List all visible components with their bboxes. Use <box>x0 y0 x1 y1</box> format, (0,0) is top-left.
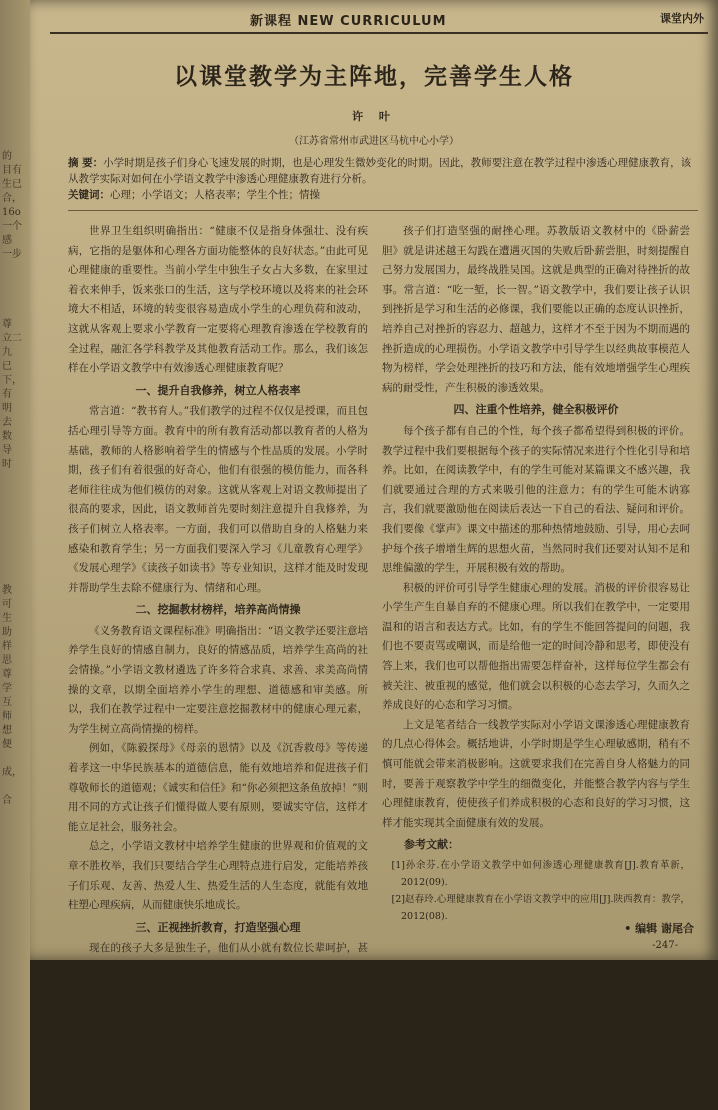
margin-fragment: 互 <box>2 697 12 708</box>
margin-fragment: 便 <box>2 739 12 750</box>
section-heading: 四、注重个性培养，健全积极评价 <box>453 403 619 417</box>
article-author: 许 叶 <box>352 110 396 123</box>
margin-fragment: 导 <box>2 445 12 456</box>
margin-fragment <box>0 472 30 486</box>
margin-fragment <box>0 556 30 570</box>
margin-fragment: 思 <box>2 655 12 666</box>
margin-fragment <box>0 570 30 584</box>
paragraph: 积极的评价可引导学生健康心理的发展。消极的评价很容易让小学生产生自暴自弃的不健康心理。所以我们在教学中，一定要用温和的语言和表达方式。比如，有的学生不能回答提问的问题，我们也不要责骂或嘲讽，而是给他一定的时间冷静和思考，即使没有答上来，我们也可以帮他指出需要怎样奋补，这样每位学生都会有被关注、被重视的感觉，他们就会以积极的心态去学习，久而久之养成良好的心态和学习习惯。 <box>382 581 690 712</box>
paragraph: 《义务教育语文课程标准》明确指出：“语文教学还要注意培养学生良好的情感自制力，良好的情感品质，培养学生高尚的社会情操。”小学语文教材遴选了许多符合求真、求善、求美高尚情操的文章，以期全面培养小学生的理想、道德感和审美感。所以，我们在教学过程中一定要注意挖掘教材中的健康心理元素，为学生树立高尚情操的榜样。 <box>68 624 368 735</box>
margin-fragment <box>0 304 30 318</box>
paragraph: 上文是笔者结合一线教学实际对小学语文课渗透心理健康教育的几点心得体会。概括地讲，小学时期是学生心理敏感期，稍有不慎可能就会带来消极影响。这就要求我们在完善自身人格魅力的同时，要善于观察教学中学生的细微变化，并能整合教学内容与学生心理健康教育，使使孩子们养成积极的心态和良好的学习习惯，这样才能实现其全面健康有效的发展。 <box>382 718 690 829</box>
margin-fragment: 16o <box>2 207 21 218</box>
margin-fragment: 一个 <box>2 221 22 232</box>
journal-page <box>30 0 718 994</box>
section-heading: 三、正视挫折教育，打造坚强心理 <box>135 920 301 934</box>
margin-fragment <box>0 262 30 276</box>
margin-fragment: 师 <box>2 711 12 722</box>
paragraph: 总之，小学语文教材中培养学生健康的世界观和价值观的文章不胜枚举，我们只要结合学生心理特点进行启发，定能培养孩子们乐观、友善、热爱人生、热爱生活的人生态度，就能有效地柱塑心理疾病，从而健康快乐地成长。 <box>68 840 368 912</box>
margin-fragment <box>0 514 30 528</box>
section-name: 课堂内外 <box>660 12 704 25</box>
margin-fragment: 成， <box>2 767 22 778</box>
paragraph: 每个孩子都有自己的个性，每个孩子都希望得到积极的评价。教学过程中我们要根据每个孩子的实际情况来进行个性化引导和培养。比如，在阅读教学中，有的学生可能对某篇课文不感兴趣，我们就要通过合理的方式来吸引他的注意力；有的学生可能木讷寡言，我们就要激励他在阅读后表达一下自己的看法、疑问和评价。我们要像《掌声》课文中描述的那种热情地鼓励、引导，用心去呵护每个孩子增增生辉的思想火苗，当然同时我们还要对认知不足和思维偏激的学生，开展积极有效的帮助。 <box>382 424 690 575</box>
margin-fragment: 时 <box>2 459 12 470</box>
margin-fragment: 明 <box>2 403 12 414</box>
margin-fragment <box>0 290 30 304</box>
margin-fragment <box>0 542 30 556</box>
margin-fragment <box>0 500 30 514</box>
margin-fragment: 生已 <box>2 179 22 190</box>
margin-fragment: 样 <box>2 641 12 652</box>
author-affiliation: （江苏省常州市武进区马杭中心小学） <box>289 136 459 147</box>
margin-fragment <box>0 486 30 500</box>
left-column <box>68 222 368 994</box>
right-column <box>382 222 690 922</box>
keywords-label: 关键词： <box>68 189 110 201</box>
paragraph: 世界卫生组织明确指出：“健康不仅是指身体强壮、没有疾病，它指的是躯体和心理各方面功能整体的良好状态。”由此可见心理健康的重要性。当前小学生中独生子女占大多数，在家里过着衣来伸手，饭来张口的生活，这与学校环境以及将来的社会环境大不相适，环境的转变很容易造成小学生的心理负荷和波动，这就从客观上要求小学教育一定要将心理教育渗透在学校教育的全过程，融汇各学科教学及其他教育活动工作。那么，我们该怎样在小学语文教学中有效渗透心理健康教育呢？ <box>68 225 368 375</box>
margin-fragment: 有 <box>2 389 12 400</box>
margin-fragment: 可 <box>2 599 12 610</box>
margin-fragment: 已 <box>2 361 12 372</box>
section-heading: 一、提升自我修养，树立人格表率 <box>135 383 301 397</box>
margin-fragment: 合 <box>2 795 12 806</box>
margin-fragment: 九 <box>2 347 12 358</box>
editor-credit: • 编辑 谢尾合 <box>624 922 694 935</box>
section-heading: 二、挖掘教材榜样，培养高尚情操 <box>135 603 301 617</box>
margin-fragment: 去 <box>2 417 12 428</box>
margin-fragment: 想 <box>2 725 12 736</box>
margin-fragment: 尊 <box>2 319 12 330</box>
margin-fragment: 数 <box>2 431 12 442</box>
paragraph: 常言道：“教书育人。”我们教学的过程不仅仅是授课，而且包括心理引导等方面。教育中的所有教育活动都以教育者的人格为基础，教师的人格影响着学生的情感与个性品质的发展。小学时期，孩子们有着很强的好奇心，他们有很强的模仿能力，而各科老师往往成为他们模仿的对象。这就从客观上对语文教师提出了很高的要求，因此，语文教师首先要时刻注意提升自我修养，为孩子们树立人格表率。一方面，我们可以借助自身的人格魅力来感染和教育学生；另一方面我们要深入学习《儿童教育心理学》《发展心理学》《读孩子如读书》等专业知识，这样才能及时发现并帮助学生去除不健康行为、情绪和心理。 <box>68 405 368 594</box>
margin-fragment: 尊 <box>2 669 12 680</box>
keywords <box>68 187 698 203</box>
margin-fragment: 感 <box>2 235 12 246</box>
margin-fragment <box>0 276 30 290</box>
abstract-text: 小学时期是孩子们身心飞速发展的时期，也是心理发生微妙变化的时期。因此，教师要注意在教学过程中渗透心理健康教育，该从教学实际对如何在小学语文教学中渗透心理健康教育进行分析。 <box>68 157 692 185</box>
margin-fragment: 立二 <box>2 333 22 344</box>
margin-fragment: 助 <box>2 627 12 638</box>
margin-fragment <box>0 780 30 794</box>
reference-item: [1]孙余芬.在小学语文教学中如何渗透心理健康教育[J].教育革新，2012(09). <box>391 860 690 888</box>
abstract-label: 摘 要： <box>68 157 104 169</box>
paragraph: 现在的孩子大多是独生子，他们从小就有数位长辈呵护，甚至都没有跌过跤头。所以，我们在小学时期就要通过挫折教育来帮 <box>68 942 368 994</box>
margin-fragment: 的 <box>2 151 12 162</box>
article-title: 以课堂教学为主阵地，完善学生人格 <box>174 63 574 90</box>
adjacent-page-margin <box>0 0 30 1110</box>
abstract <box>68 155 698 187</box>
abstract-divider <box>68 210 698 211</box>
paragraph: 孩子们打造坚强的耐挫心理。苏教版语文教材中的《卧薪尝胆》就是讲述越王勾践在遭遇灭国的失败后卧薪尝胆，时刻提醒自己努力发展国力，最终战胜吴国。这就是典型的正确对待挫折的故事。常言道：“吃一堑，长一智。”语文教学中，我们要让孩子认识到挫折是学习和生活的必修课，我们要能以正确的态度认识挫折，培养自己对挫折的容忍力、超越力，这样才不至于因为不期而遇的挫折造成的心理损伤。小学语文教学中引导学生以经典故事模范人物为榜样，学会处理挫折的技巧和方法，能有效地增强学生心理疾病的耐受性，产生积极的渗透效果。 <box>382 225 690 394</box>
page-header <box>50 8 708 34</box>
margin-fragment <box>0 528 30 542</box>
paragraph: 例如，《陈毅探母》《母亲的恩情》以及《沉香救母》等传递着孝这一中华民族基本的道德信息，能有效地培养和促进孩子们尊敬师长的道德观；《诚实和信任》和“你必须把这条鱼放掉！”则用不同的方式让孩子们懂得做人要有原则，要诚实守信，这样才能立足社会，服务社会。 <box>68 742 368 833</box>
abstract-block <box>68 155 698 203</box>
margin-fragment: 教 <box>2 585 12 596</box>
margin-fragment <box>0 752 30 766</box>
margin-fragment: 目有 <box>2 165 22 176</box>
page-number: -247- <box>652 940 678 951</box>
reference-item: [2]赵春玲.心理健康教育在小学语文教学中的应用[J].陕西教育：教学，2012(08). <box>391 894 690 922</box>
margin-fragment: 合， <box>2 193 22 204</box>
keywords-text: 心理；小学语文；人格表率；学生个性；情操 <box>110 189 320 201</box>
references-heading: 参考文献： <box>404 838 459 852</box>
journal-name: 新课程 NEW CURRICULUM <box>250 14 447 29</box>
margin-fragment: 下， <box>2 375 22 386</box>
margin-fragment: 学 <box>2 683 12 694</box>
margin-fragment: 一步 <box>2 249 22 260</box>
margin-fragment: 生 <box>2 613 12 624</box>
